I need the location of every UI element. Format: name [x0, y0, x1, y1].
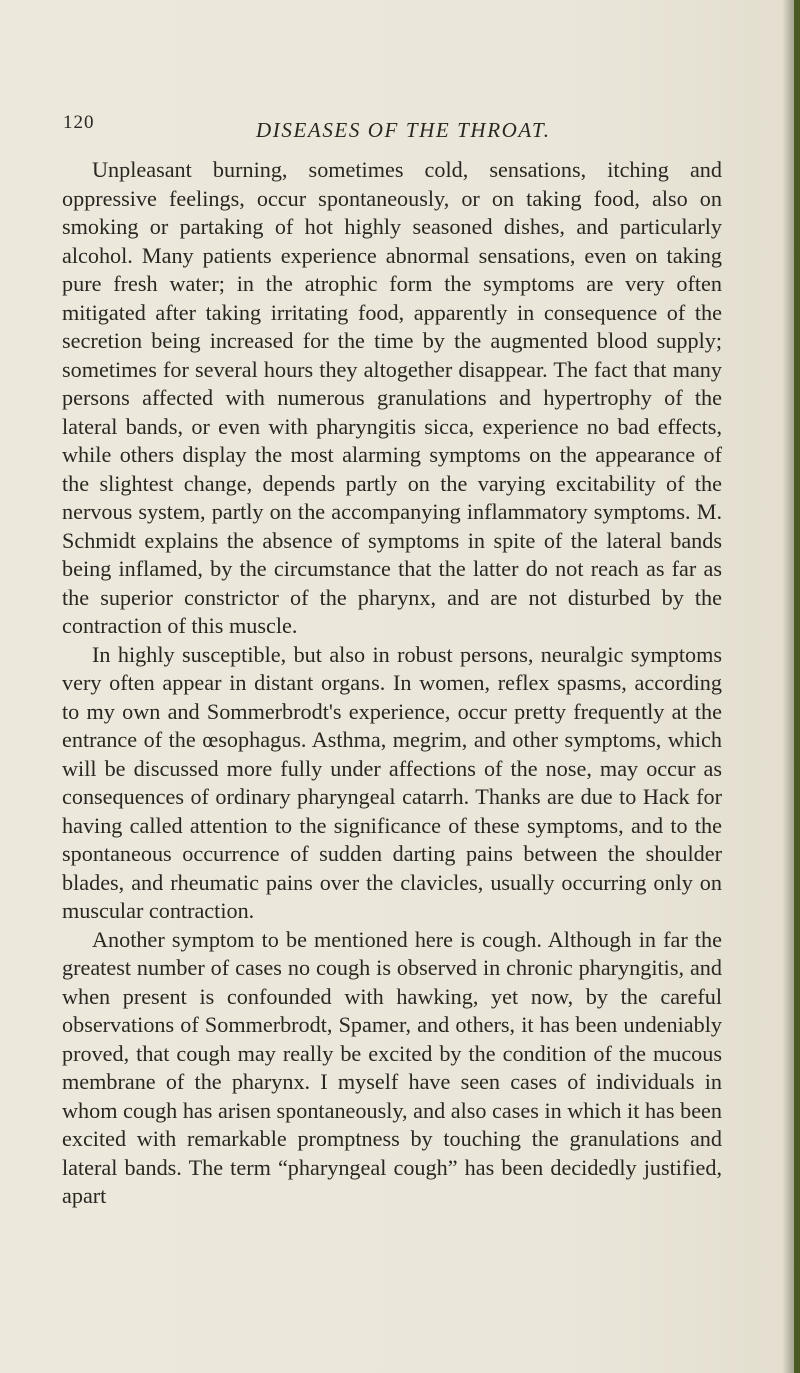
- book-binding-edge: [794, 0, 800, 1373]
- paragraph-burning-sensations: Unpleasant burning, sometimes cold, sensations, itching and oppressive feelings, occur spontaneously, or on taking food, also on smoking or partaking of hot highly seasoned dishes, and particularly alcohol. Many patients experience abnormal sensations, even on taking pure fresh water; in the atrophic form the symptoms are very often mitigated after taking irritating food, apparently in consequence of the secretion being increased for the time by the augmented blood supply; sometimes for several hours they altogether disappear. The fact that many persons affected with numerous granulations and hypertrophy of the lateral bands, or even with pharyngitis sicca, experience no bad effects, while others display the most alarming symptoms on the appearance of the slightest change, depends partly on the varying excitability of the nervous system, partly on the accompanying inflammatory symptoms. M. Schmidt explains the absence of symptoms in spite of the lateral bands being inflamed, by the circumstance that the latter do not reach as far as the superior constrictor of the pharynx, and are not disturbed by the contraction of this muscle.: [62, 157, 722, 638]
- page-number: 120: [63, 112, 95, 133]
- page-header: [63, 112, 783, 146]
- paragraph-cough: Another symptom to be mentioned here is cough. Although in far the greatest number of cases no cough is observed in chronic pharyngitis, and when present is confounded with hawking, yet now, by the careful observations of Sommerbrodt, Spamer, and others, it has been undeniably proved, that cough may really be excited by the condition of the mucous membrane of the pharynx. I myself have seen cases of individuals in whom cough has arisen spontaneously, and also cases in which it has been excited with remarkable promptness by touching the granulations and lateral bands. The term “pharyngeal cough” has been decidedly justified, apart: [62, 926, 722, 1208]
- body-text: [62, 156, 722, 1211]
- paragraph-neuralgic-symptoms: In highly susceptible, but also in robust persons, neuralgic symptoms very often appear in distant organs. In women, reflex spasms, according to my own and Sommerbrodt's experience, occur pretty frequently at the entrance of the œsophagus. Asthma, megrim, and other symptoms, which will be discussed more fully under affections of the nose, may occur as consequences of ordinary pharyngeal catarrh. Thanks are due to Hack for having called attention to the significance of these symptoms, and to the spontaneous occurrence of sudden darting pains between the shoulder blades, and rheumatic pains over the clavicles, usually occurring only on muscular contraction.: [62, 641, 722, 923]
- running-head: DISEASES OF THE THROAT.: [256, 118, 551, 142]
